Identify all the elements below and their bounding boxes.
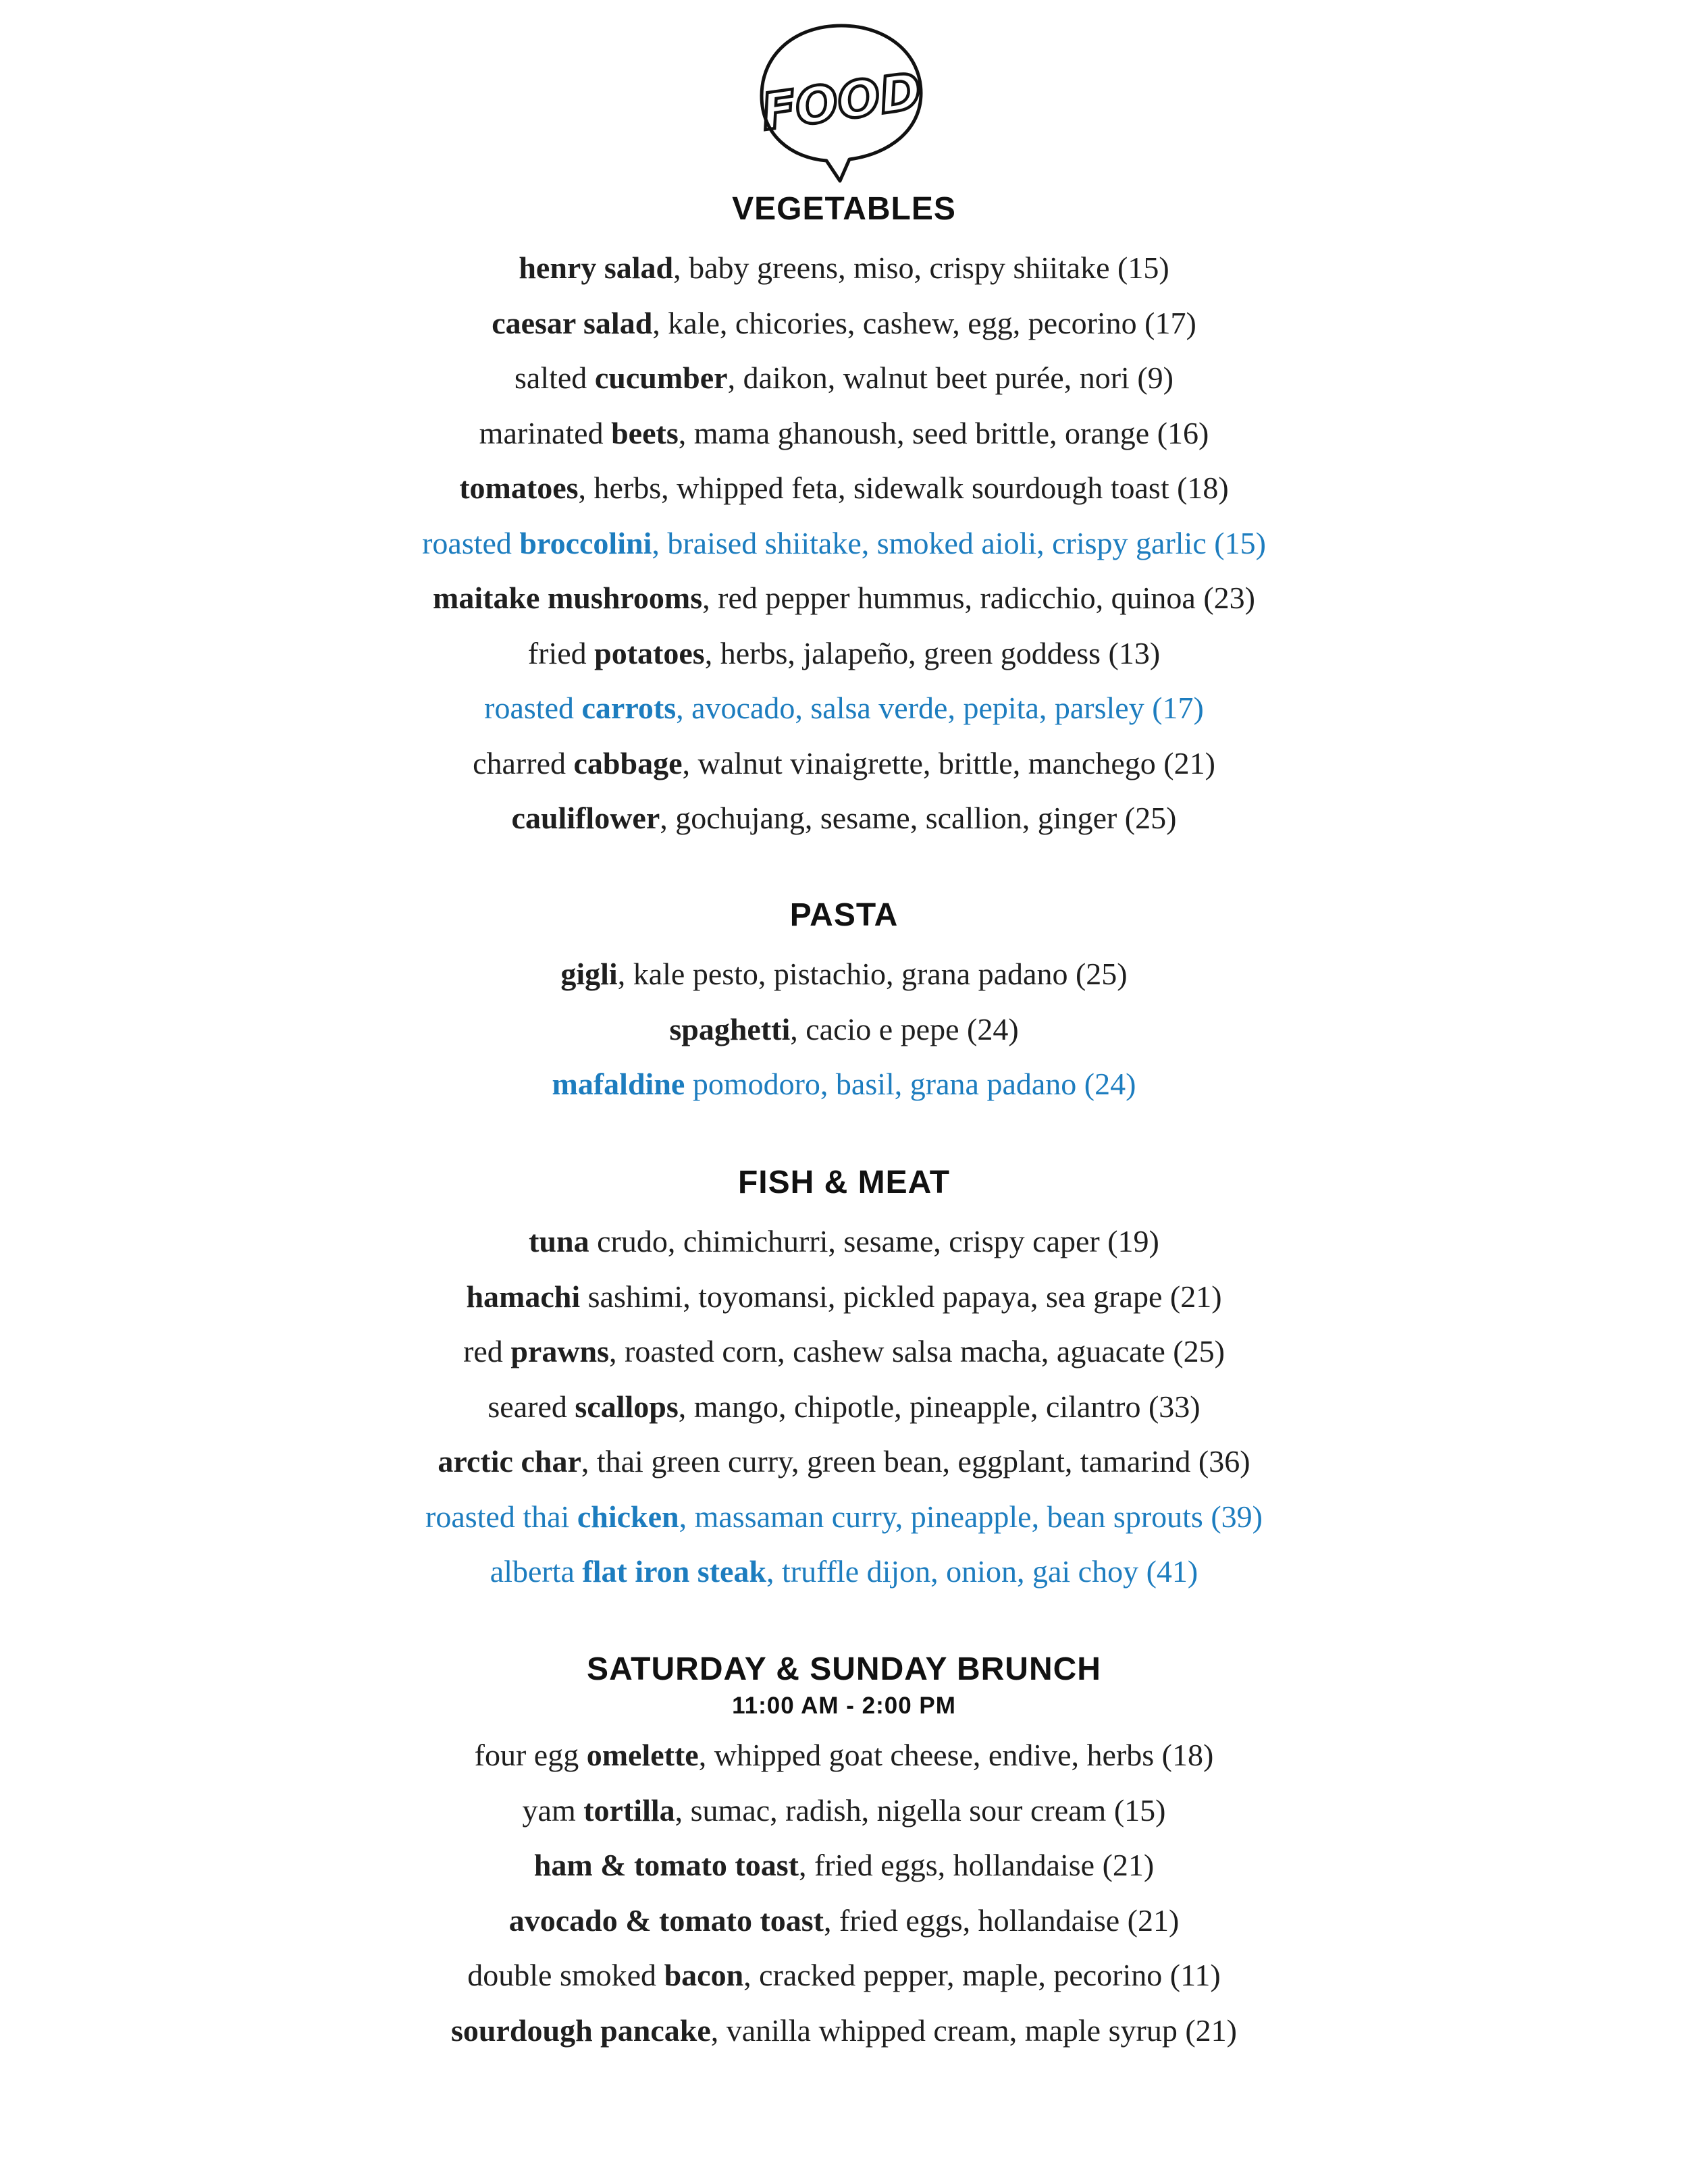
item-name: arctic char xyxy=(438,1444,581,1479)
item-name: cabbage xyxy=(573,745,683,780)
item-description: , whipped goat cheese, endive, herbs (18) xyxy=(698,1738,1214,1772)
item-description: , baby greens, miso, crispy shiitake (15) xyxy=(673,250,1169,285)
menu-item xyxy=(0,406,1688,461)
menu-item xyxy=(0,626,1688,681)
menu-item xyxy=(0,1434,1688,1489)
menu-list xyxy=(0,1728,1688,2058)
section-vegetables xyxy=(0,189,1688,846)
svg-text:FOOD: FOOD xyxy=(758,61,925,142)
item-name: carrots xyxy=(581,691,677,725)
menu-item xyxy=(0,791,1688,846)
item-description: , vanilla whipped cream, maple syrup (21) xyxy=(710,2013,1237,2048)
item-name: avocado & tomato toast xyxy=(508,1902,824,1938)
item-description: , mango, chipotle, pineapple, cilantro (33) xyxy=(678,1389,1201,1424)
item-name: gigli xyxy=(560,957,618,991)
item-name: cauliflower xyxy=(511,801,660,835)
item-name: caesar salad xyxy=(492,305,653,340)
menu-item xyxy=(0,1728,1688,1783)
menu-item xyxy=(0,240,1688,296)
menu-item xyxy=(0,1544,1688,1599)
item-description: , kale pesto, pistachio, grana padano (25) xyxy=(617,957,1128,991)
menu-item xyxy=(0,350,1688,406)
item-description: , braised shiitake, smoked aioli, crispy garlic (15) xyxy=(652,525,1266,560)
menu-item xyxy=(0,2003,1688,2058)
item-description: , thai green curry, green bean, eggplant, tamarind (36) xyxy=(581,1444,1250,1479)
item-name: spaghetti xyxy=(669,1011,791,1046)
menu-item xyxy=(0,681,1688,736)
item-description: , cracked pepper, maple, pecorino (11) xyxy=(743,1958,1221,1992)
item-description: , kale, chicories, cashew, egg, pecorino (17) xyxy=(652,305,1196,340)
menu-item xyxy=(0,736,1688,791)
menu-item xyxy=(0,1948,1688,2003)
item-name: sourdough pancake xyxy=(451,2013,711,2048)
menu-list xyxy=(0,947,1688,1112)
item-prefix: yam xyxy=(522,1792,584,1828)
item-description: , avocado, salsa verde, pepita, parsley (17) xyxy=(676,691,1204,725)
section-pasta xyxy=(0,895,1688,1112)
item-name: henry salad xyxy=(519,250,674,285)
item-name: cucumber xyxy=(594,361,728,395)
item-name: ham & tomato toast xyxy=(533,1848,799,1882)
item-prefix: roasted xyxy=(422,525,520,560)
item-name: omelette xyxy=(586,1738,699,1772)
item-prefix: marinated xyxy=(479,415,612,450)
menu-item xyxy=(0,460,1688,516)
section-title: FISH & MEAT xyxy=(737,1165,951,1200)
item-prefix: four egg xyxy=(474,1738,587,1772)
item-name: mafaldine xyxy=(552,1067,685,1101)
item-prefix: double smoked xyxy=(467,1958,664,1992)
brunch-hours: 11:00 AM - 2:00 PM xyxy=(732,1693,956,1719)
menu-item xyxy=(0,1057,1688,1112)
item-description: , mama ghanoush, seed brittle, orange (16) xyxy=(678,415,1209,450)
item-description: , herbs, whipped feta, sidewalk sourdough toast (18) xyxy=(578,471,1229,505)
item-prefix: alberta xyxy=(490,1554,583,1589)
item-description: , fried eggs, hollandaise (21) xyxy=(824,1902,1180,1938)
menu-item xyxy=(0,570,1688,626)
menu-item xyxy=(0,1214,1688,1269)
item-name: tortilla xyxy=(583,1792,675,1828)
item-name: chicken xyxy=(577,1499,679,1534)
menu-item xyxy=(0,1489,1688,1545)
item-prefix: red xyxy=(463,1334,511,1368)
section-title: VEGETABLES xyxy=(732,191,956,227)
menu-item xyxy=(0,516,1688,571)
section-fish-meat xyxy=(0,1163,1688,1599)
menu-item xyxy=(0,1324,1688,1379)
item-name: flat iron steak xyxy=(582,1554,767,1589)
item-name: beets xyxy=(611,415,679,450)
menu-item xyxy=(0,1269,1688,1325)
menu-item xyxy=(0,1002,1688,1057)
item-prefix: salted xyxy=(515,361,595,395)
item-name: hamachi xyxy=(466,1279,581,1314)
item-description: , gochujang, sesame, scallion, ginger (25) xyxy=(660,801,1177,835)
item-prefix: roasted thai xyxy=(425,1499,577,1534)
item-name: potatoes xyxy=(594,635,705,670)
item-description: , cacio e pepe (24) xyxy=(790,1011,1019,1046)
item-prefix: charred xyxy=(473,745,574,780)
item-name: bacon xyxy=(664,1958,744,1992)
menu-list xyxy=(0,1214,1688,1599)
section-title: PASTA xyxy=(789,897,899,933)
item-description: , massaman curry, pineapple, bean sprouts (39) xyxy=(679,1499,1263,1534)
item-name: scallops xyxy=(575,1389,679,1424)
item-description: , red pepper hummus, radicchio, quinoa (23) xyxy=(702,581,1255,615)
item-prefix: roasted xyxy=(484,691,582,725)
item-description: , daikon, walnut beet purée, nori (9) xyxy=(727,361,1173,395)
item-name: maitake mushrooms xyxy=(433,581,703,615)
item-description: , herbs, jalapeño, green goddess (13) xyxy=(704,635,1161,670)
item-description: crudo, chimichurri, sesame, crispy caper (19) xyxy=(589,1224,1159,1258)
item-description: sashimi, toyomansi, pickled papaya, sea grape (21) xyxy=(580,1279,1222,1314)
item-name: tomatoes xyxy=(459,471,579,505)
menu-item xyxy=(0,1838,1688,1893)
item-prefix: seared xyxy=(487,1389,575,1424)
menu-item xyxy=(0,1783,1688,1838)
item-description: , roasted corn, cashew salsa macha, aguacate (25) xyxy=(609,1334,1225,1368)
item-description: , fried eggs, hollandaise (21) xyxy=(798,1848,1155,1882)
section-brunch xyxy=(0,1649,1688,2058)
menu-item xyxy=(0,947,1688,1002)
item-prefix: fried xyxy=(527,635,595,670)
menu-item xyxy=(0,1379,1688,1435)
item-description: pomodoro, basil, grana padano (24) xyxy=(685,1067,1136,1101)
menu-item xyxy=(0,296,1688,351)
menu-item xyxy=(0,1893,1688,1948)
item-description: , walnut vinaigrette, brittle, manchego (21) xyxy=(682,745,1215,780)
item-name: tuna xyxy=(529,1224,589,1258)
item-description: , truffle dijon, onion, gai choy (41) xyxy=(766,1554,1198,1589)
item-name: broccolini xyxy=(519,525,652,560)
item-name: prawns xyxy=(510,1334,610,1368)
section-title: SATURDAY & SUNDAY BRUNCH xyxy=(587,1651,1101,1687)
food-logo xyxy=(751,16,932,185)
menu-list xyxy=(0,240,1688,846)
item-description: , sumac, radish, nigella sour cream (15) xyxy=(675,1792,1166,1828)
